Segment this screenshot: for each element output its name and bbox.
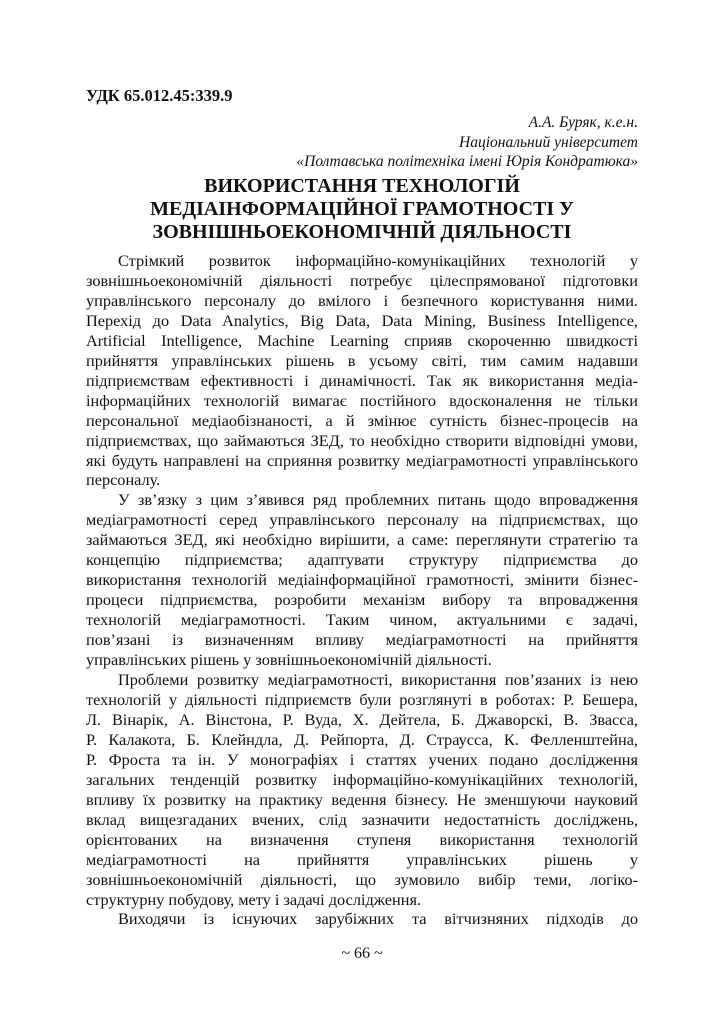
text-line: загальних тенденцій розвитку інформаційно-комунікаційних технологій, bbox=[86, 769, 638, 789]
text-line: управлінських рішень у зовнішньоекономічній діяльності. bbox=[86, 650, 492, 670]
text-line: інформаційних технологій вимагає постійного вдосконалення не тільки bbox=[86, 390, 638, 410]
text-line: Виходячи із існуючих зарубіжних та вітчизняних підходів до bbox=[118, 909, 638, 929]
text-line: використання технологій медіаінформаційної грамотності, змінити бізнес- bbox=[86, 570, 638, 590]
text-line: впливу їх розвитку на практику ведення бізнесу. Не зменшуючи науковий bbox=[86, 789, 638, 809]
title-line: ВИКОРИСТАННЯ ТЕХНОЛОГІЙ bbox=[204, 175, 520, 197]
text-line: які будуть направлені на сприяння розвитку медіаграмотності управлінського bbox=[86, 450, 638, 470]
article-body bbox=[86, 251, 638, 929]
text-line: Проблеми розвитку медіаграмотності, використання пов’язаних із нею bbox=[118, 670, 638, 690]
text-line: Стрімкий розвиток інформаційно-комунікаційних технологій у bbox=[118, 251, 638, 270]
text-line: зовнішньоекономічній діяльності, що зумовило вибір теми, логіко- bbox=[86, 869, 638, 889]
author-affiliation: «Полтавська політехніка імені Юрія Кондратюка» bbox=[296, 153, 638, 170]
text-line: прийняття управлінських рішень в усьому світі, тим самим надавши bbox=[86, 350, 638, 370]
title-line: ЗОВНІШНЬОЕКОНОМІЧНІЙ ДІЯЛЬНОСТІ bbox=[152, 221, 572, 243]
text-line: процеси підприємства, розробити механізм вибору та впровадження bbox=[86, 590, 638, 610]
author-block bbox=[296, 113, 638, 172]
text-line: підприємствах, що займаються ЗЕД, то необхідно створити відповідні умови, bbox=[86, 430, 638, 450]
page-number: ~ 66 ~ bbox=[341, 945, 383, 962]
text-line: зовнішньоекономічній діяльності потребує цілеспрямованої підготовки bbox=[86, 270, 638, 290]
text-line: медіаграмотності на прийняття управлінських рішень у bbox=[86, 849, 638, 869]
article-title bbox=[86, 175, 638, 244]
text-line: технологій у діяльності підприємств були розглянуті в роботах: Р. Бешера, bbox=[86, 689, 638, 709]
text-line: У зв’язку з цим з’явився ряд проблемних питань щодо впровадження bbox=[118, 490, 638, 510]
paragraph bbox=[86, 909, 638, 929]
text-line: персоналу. bbox=[86, 470, 161, 490]
text-line: Перехід до Data Analytics, Big Data, Data Mining, Business Intelligence, bbox=[86, 310, 638, 330]
text-line: управлінського персоналу до вмілого і безпечного користування ними. bbox=[86, 290, 638, 310]
text-line: орієнтованих на визначення ступеня використання технологій bbox=[86, 829, 638, 849]
paragraph bbox=[86, 490, 638, 670]
text-line: структурну побудову, мету і задачі дослідження. bbox=[86, 889, 422, 909]
text-line: Л. Вінарік, А. Вінстона, Р. Вуда, Х. Дейтела, Б. Джаворскі, В. Звасса, bbox=[86, 709, 638, 729]
text-line: вклад вищезгаданих вчених, слід зазначити недостатність досліджень, bbox=[86, 809, 638, 829]
paragraph bbox=[86, 251, 638, 490]
text-line: персональної медіаобізнаності, а й змінює сутність бізнес-процесів на bbox=[86, 410, 638, 430]
text-line: Р. Калакота, Б. Клейндла, Д. Рейпорта, Д. Страусса, К. Фелленштейна, bbox=[86, 729, 638, 749]
text-line: концепцію підприємства; адаптувати структуру підприємства до bbox=[86, 550, 638, 570]
text-line: медіаграмотності серед управлінського персоналу на підприємствах, що bbox=[86, 510, 638, 530]
text-line: займаються ЗЕД, які необхідно вирішити, а саме: переглянути стратегію та bbox=[86, 530, 638, 550]
author-affiliation: Національний університет bbox=[459, 133, 638, 151]
text-line: Р. Фроста та ін. У монографіях і статтях учених подано дослідження bbox=[86, 749, 638, 769]
text-line: технологій медіаграмотності. Таким чином, актуальними є задачі, bbox=[86, 610, 638, 630]
author-name: А.А. Буряк, к.е.н. bbox=[528, 114, 638, 131]
udk-code: УДК 65.012.45:339.9 bbox=[86, 86, 233, 105]
text-line: Artificial Intelligence, Machine Learning сприяв скороченню швидкості bbox=[86, 330, 638, 350]
title-line: МЕДІАІНФОРМАЦІЙНОЇ ГРАМОТНОСТІ У bbox=[150, 198, 574, 220]
text-line: підприємствам ефективності і динамічності. Так як використання медіа- bbox=[86, 370, 638, 390]
text-line: пов’язані із визначенням впливу медіаграмотності на прийняття bbox=[86, 630, 638, 650]
paragraph bbox=[86, 670, 638, 909]
